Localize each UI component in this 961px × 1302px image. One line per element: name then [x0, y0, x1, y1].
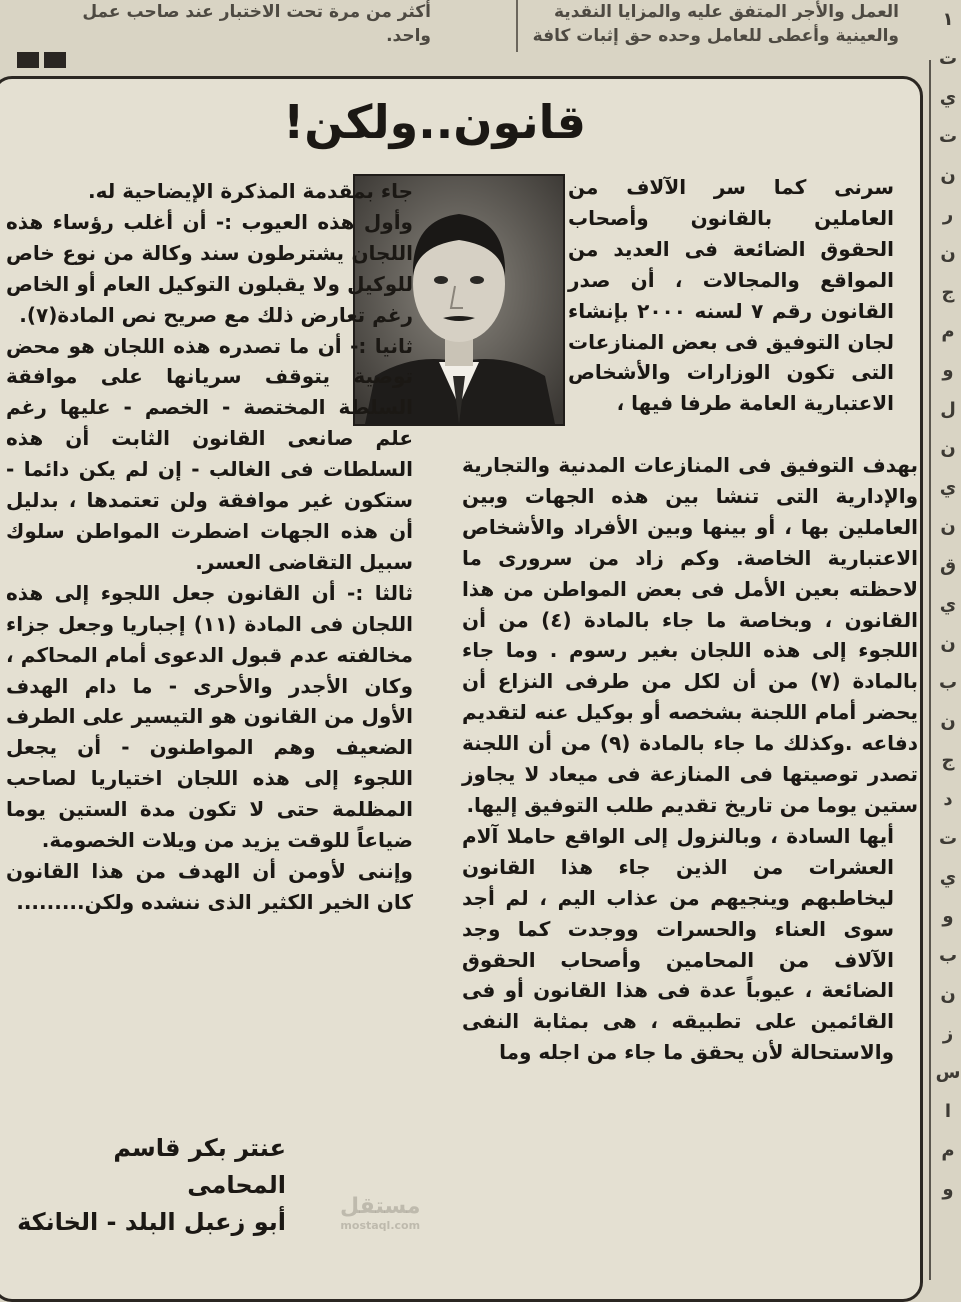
- edge-char: م: [941, 321, 955, 342]
- author-title: المحامى: [187, 1171, 286, 1199]
- edge-char: ي: [939, 477, 957, 498]
- edge-char: ن: [940, 633, 956, 654]
- paragraph: وإننى لأومن أن الهدف من هذا القانون كان الخير الكثير الذى ننشده ولكن.........: [6, 858, 413, 914]
- edge-char: ر: [942, 204, 954, 225]
- edge-char: ي: [939, 867, 957, 888]
- edge-char: و: [942, 1179, 954, 1200]
- edge-char: ن: [940, 243, 956, 264]
- edge-char: ت: [938, 126, 958, 147]
- edge-char: ب: [938, 945, 958, 966]
- edge-char: ن: [940, 516, 956, 537]
- strip-line: أكثر من مرة تحت الاختبار عند صاحب عمل: [82, 2, 431, 22]
- section-marker: [17, 52, 71, 72]
- paragraph: سرنى كما سر الآلاف من العاملين بالقانون وأصحاب الحقوق الضائعة فى العديد من المواقع والمجالات ، أن صدر القانون رقم ٧ لسنه ٢٠٠٠ بإنشاء لجان التوفيق فى بعض المنازعات التى تكون الوزارات والأشخاص الاعتبارية العامة طرفا فيها ،: [568, 175, 895, 416]
- edge-char: ت: [938, 828, 958, 849]
- watermark: [340, 1194, 420, 1232]
- edge-char: ن: [940, 711, 956, 732]
- edge-char: و: [942, 360, 954, 381]
- edge-char: ل: [940, 399, 956, 420]
- edge-char: ي: [939, 87, 957, 108]
- edge-char: ن: [940, 984, 956, 1005]
- watermark-url: mostaql.com: [340, 1219, 421, 1232]
- edge-char: ج: [941, 282, 955, 303]
- edge-char: ا: [944, 1101, 952, 1122]
- column-divider: [516, 0, 518, 52]
- edge-char: ن: [940, 438, 956, 459]
- paragraph: ثالثا :- أن القانون جعل اللجوء إلى هذه اللجان فى المادة (١١) إجباريا وجعل جزاء مخالفته عدم قبول الدعوى أمام المحاكم ، وكان الأجدر والأحرى - ما دام الهدف الأول من القانون هو التيسير على الطرف الضعيف وهم المواطنون - أن يجعل اللجوء إلى هذه اللجان اختياريا لصاحب المظلمة حتى لا تكون مدة الستين يوما ضياعاً للوقت يزيد من ويلات الخصومة.: [6, 580, 413, 853]
- previous-article-fragment-right: [459, 0, 899, 58]
- edge-char: ١: [942, 9, 954, 30]
- author-signature: [6, 1130, 286, 1241]
- edge-char: س: [935, 1062, 961, 1083]
- article-column-left: [6, 176, 437, 918]
- edge-char: ت: [938, 48, 958, 69]
- edge-char: و: [942, 906, 954, 927]
- author-name: عنتر بكر قاسم: [113, 1134, 286, 1162]
- article-column-right-top: [568, 172, 918, 419]
- author-location: أبو زعبل البلد - الخانكة: [17, 1208, 286, 1236]
- article-headline: قانون..ولكن!: [283, 95, 586, 149]
- edge-char: ق: [939, 555, 957, 576]
- article-column-right-bottom: [462, 450, 918, 1068]
- strip-line: واحد.: [386, 26, 431, 46]
- strip-line: العمل والأجر المتفق عليه والمزايا النقدية: [554, 2, 899, 22]
- edge-char: ي: [939, 594, 957, 615]
- paragraph: جاء بمقدمة المذكرة الإيضاحية له.: [88, 179, 413, 203]
- edge-char: ج: [941, 750, 955, 771]
- paragraph: ثانيا :- أن ما تصدره هذه اللجان هو محض توصية يتوقف سريانها على موافقة السلطة المختصة - الخصم - عليها رغم علم صانعى القانون الثابت أن هذه السلطات فى الغالب - إن لم يكن دائما - ستكون غير موافقة ولن تعتمدها ، بدليل أن هذه الجهات اضطرت المواطن سلوك سبيل التقاضى العسر.: [6, 333, 413, 574]
- edge-char: ن: [940, 165, 956, 186]
- previous-article-fragment-left: [6, 0, 431, 58]
- column-rule: [929, 60, 931, 1280]
- edge-char: م: [941, 1140, 955, 1161]
- edge-char: د: [943, 789, 953, 810]
- paragraph: أيها السادة ، وبالنزول إلى الواقع حاملا آلام العشرات من الذين جاء هذا القانون ليخاطبهم وينجيهم من عذاب اليم ، لم أجد سوى العناء والحسرات ووجدت كما وجد الآلاف من المحامين وأصحاب الحقوق الضائعة ، عيوباً عدة فى هذا القانون أو فى القائمين على تطبيقه ، هى بمثابة النفى والاستحالة لأن يحقق ما جاء من اجله وما: [462, 823, 894, 1065]
- strip-line: والعينية وأعطى للعامل وحده حق إثبات كافة: [532, 26, 899, 46]
- paragraph: بهدف التوفيق فى المنازعات المدنية والتجارية والإدارية التى تنشا بين هذه الجهات وبين العاملين بها ، أو بينها وبين الأفراد والأشخاص الاعتبارية الخاصة. وكم زاد من سرورى ما لاحظته بعين الأمل فى بعض المواطن من هذا القانون ، وبخاصة ما جاء بالمادة (٤) من أن اللجوء إلى هذه اللجان بغير رسوم . وما جاء بالمادة (٧) من أن لكل من طرفى النزاع أن يحضر أمام اللجنة بشخصه أو بوكيل عنه لتقديم دفاعه .وكذلك ما جاء بالمادة (٩) من أن اللجنة تصدر توصيتها فى المنازعة فى ميعاد لا يجاوز ستين يوما من تاريخ تقديم طلب التوفيق إليها.: [462, 453, 918, 817]
- adjacent-column-edge: [935, 0, 961, 1280]
- edge-char: ب: [938, 672, 958, 693]
- edge-char: ز: [942, 1023, 954, 1044]
- paragraph: وأول هذه العيوب :- أن أغلب رؤساء هذه اللجان يشترطون سند وكالة من نوع خاص للوكيل ولا يقبلون التوكيل العام أو الخاص رغم تعارض ذلك مع صريح نص المادة(٧).: [6, 209, 413, 327]
- watermark-text: مستقل: [340, 1194, 421, 1219]
